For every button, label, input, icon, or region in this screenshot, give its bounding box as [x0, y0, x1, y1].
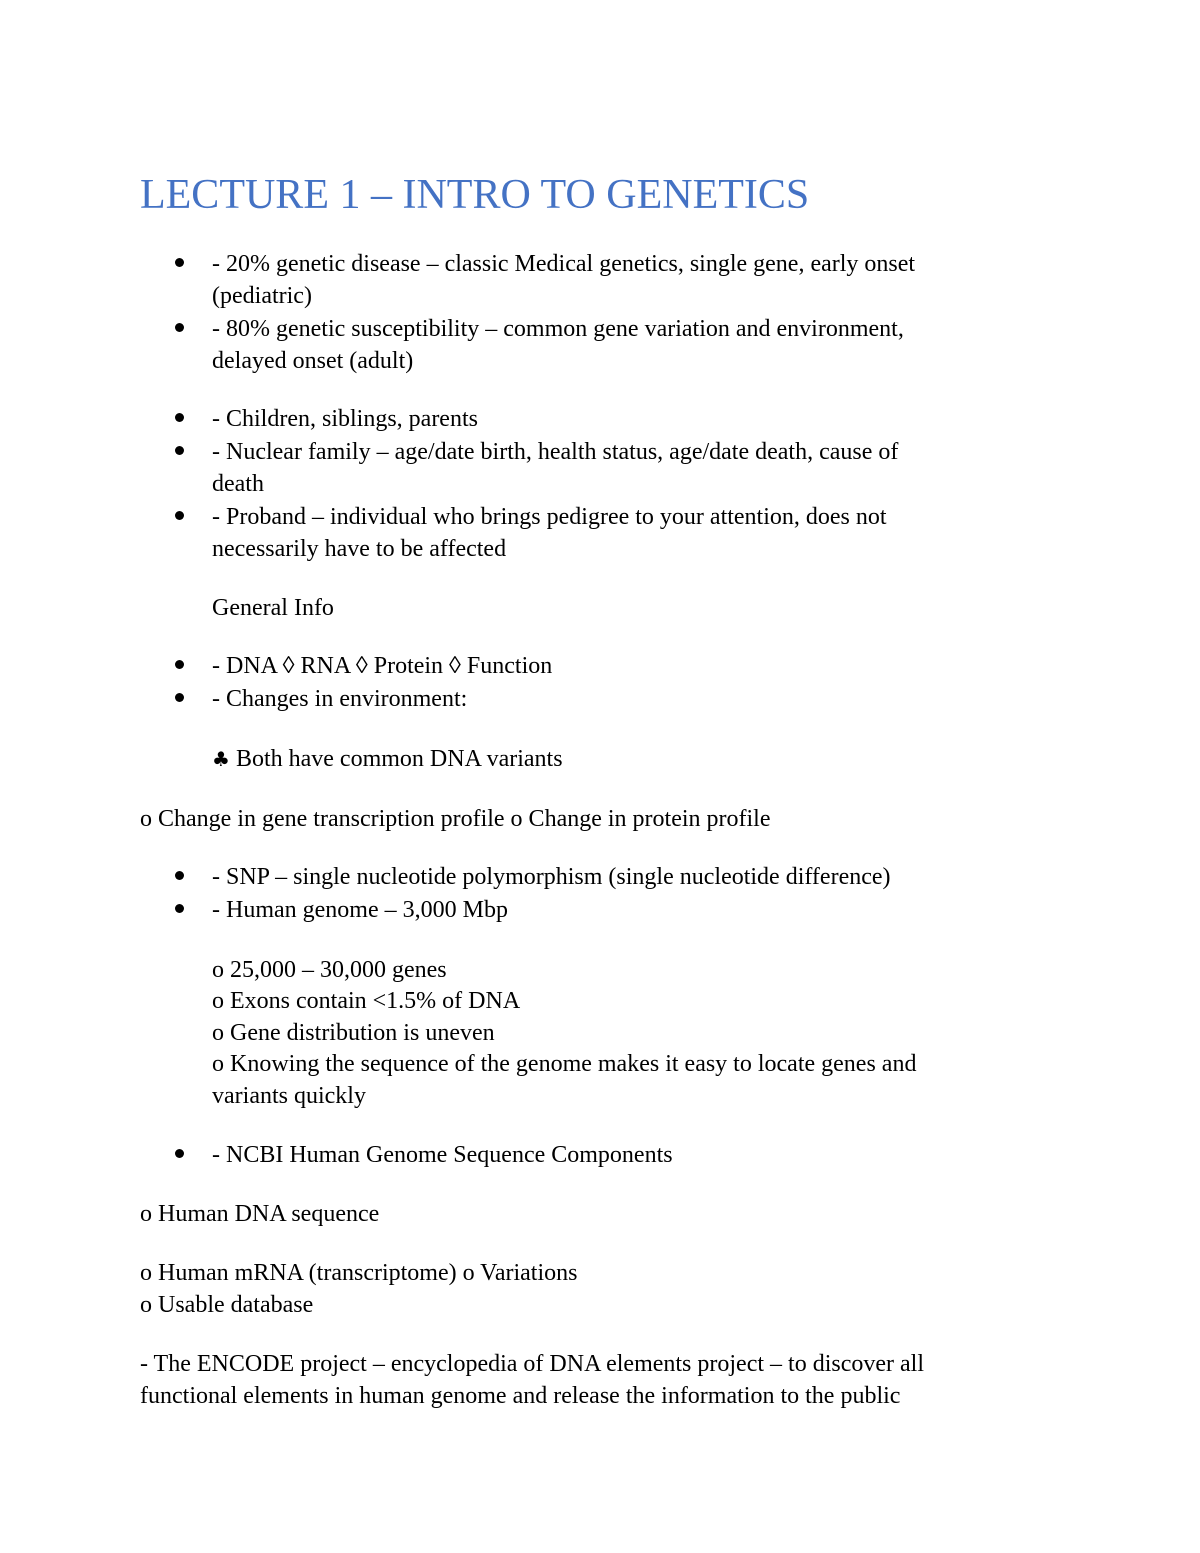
list-item-continuation: (pediatric): [212, 283, 312, 309]
page-title: LECTURE 1 – INTRO TO GENETICS: [140, 172, 810, 218]
paragraph-line: o Change in gene transcription profile o Change in protein profile: [140, 806, 771, 832]
sub-item: o Exons contain <1.5% of DNA: [212, 988, 521, 1014]
bullet-icon: [175, 1149, 184, 1158]
list-item: - SNP – single nucleotide polymorphism (single nucleotide difference): [212, 864, 891, 890]
bullet-icon: [175, 258, 184, 267]
paragraph-line: functional elements in human genome and release the information to the public: [140, 1383, 901, 1409]
sub-item: o Human mRNA (transcriptome) o Variations: [140, 1260, 578, 1286]
club-icon: ♣: [212, 747, 230, 771]
list-item: - Nuclear family – age/date birth, health status, age/date death, cause of: [212, 439, 899, 465]
section-heading: General Info: [212, 595, 334, 621]
list-item: - NCBI Human Genome Sequence Components: [212, 1142, 673, 1168]
bullet-icon: [175, 323, 184, 332]
bullet-icon: [175, 511, 184, 520]
club-note-text: Both have common DNA variants: [229, 746, 563, 772]
list-item: - DNA ◊ RNA ◊ Protein ◊ Function: [212, 653, 553, 679]
bullet-icon: [175, 413, 184, 422]
list-item-continuation: necessarily have to be affected: [212, 536, 507, 562]
list-item: - 80% genetic susceptibility – common gene variation and environment,: [212, 316, 904, 342]
sub-item: o Human DNA sequence: [140, 1201, 380, 1227]
sub-item: o Usable database: [140, 1292, 314, 1318]
sub-item: o 25,000 – 30,000 genes: [212, 957, 447, 983]
bullet-icon: [175, 660, 184, 669]
list-item: - Human genome – 3,000 Mbp: [212, 897, 508, 923]
sub-item: o Gene distribution is uneven: [212, 1020, 495, 1046]
paragraph-line: - The ENCODE project – encyclopedia of DNA elements project – to discover all: [140, 1351, 924, 1377]
club-note: [212, 743, 563, 775]
list-item-continuation: delayed onset (adult): [212, 348, 414, 374]
bullet-icon: [175, 871, 184, 880]
bullet-icon: [175, 693, 184, 702]
list-item-continuation: death: [212, 471, 264, 497]
bullet-icon: [175, 904, 184, 913]
sub-item-continuation: variants quickly: [212, 1083, 366, 1109]
list-item: - Proband – individual who brings pedigree to your attention, does not: [212, 504, 887, 530]
sub-item: o Knowing the sequence of the genome makes it easy to locate genes and: [212, 1051, 917, 1077]
list-item: - Children, siblings, parents: [212, 406, 478, 432]
list-item: - 20% genetic disease – classic Medical genetics, single gene, early onset: [212, 251, 916, 277]
bullet-icon: [175, 446, 184, 455]
list-item: - Changes in environment:: [212, 686, 468, 712]
